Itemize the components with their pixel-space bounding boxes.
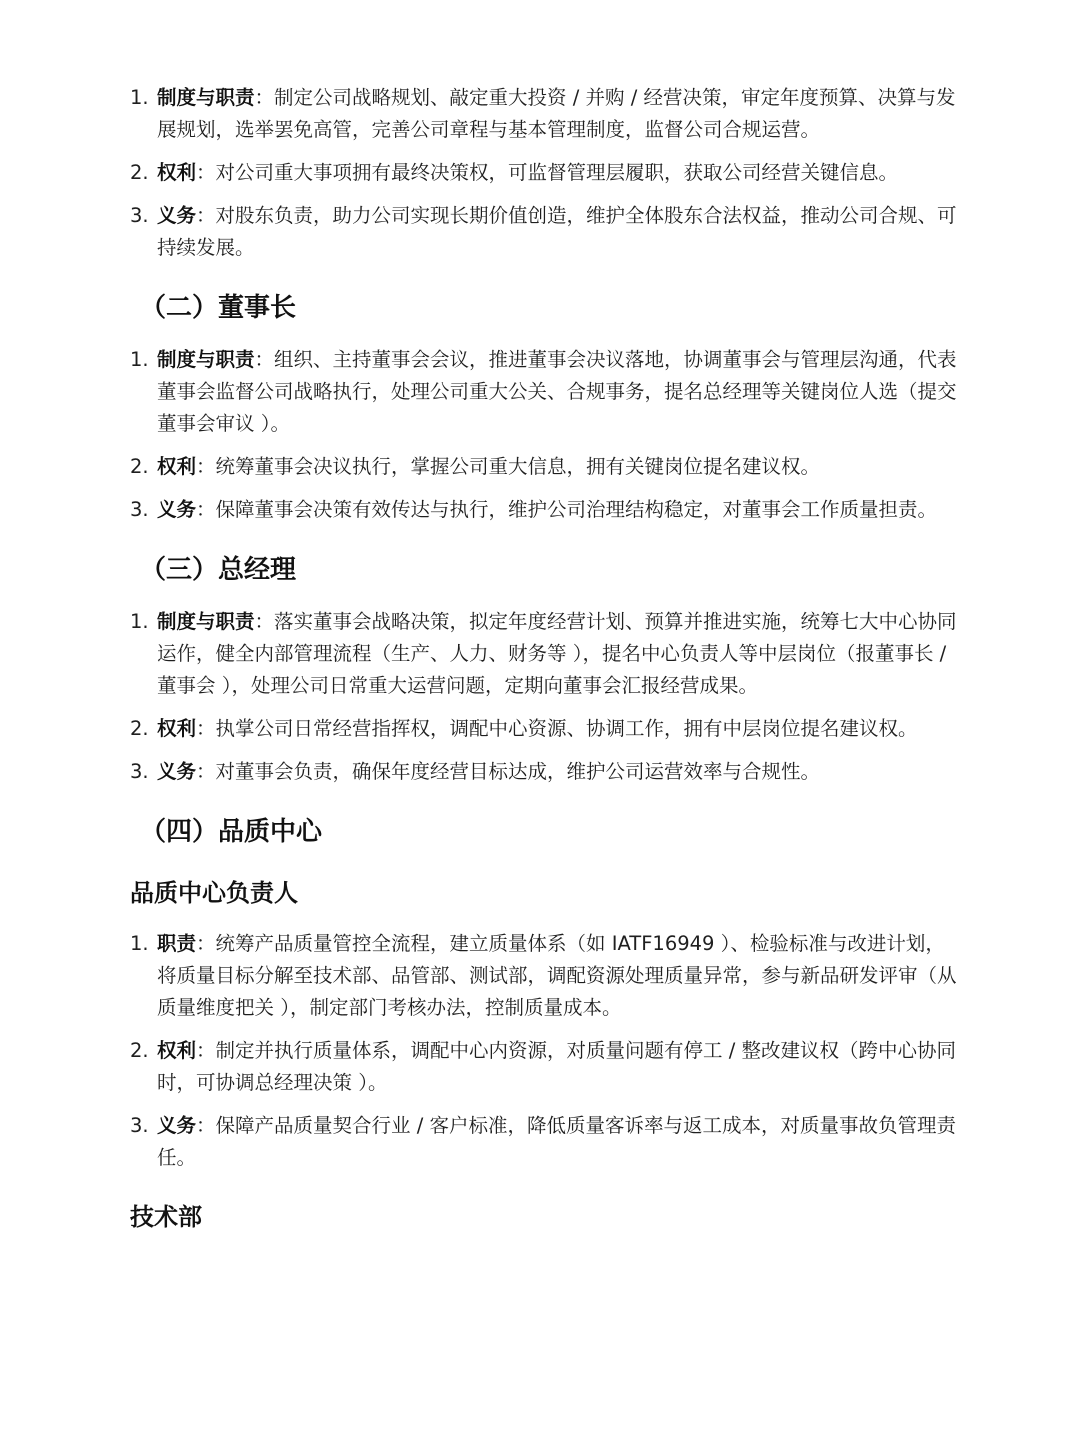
list-item-text [157, 157, 960, 189]
list-item-text [157, 606, 960, 702]
item-separator: ： [254, 610, 275, 633]
list-item [130, 82, 960, 146]
item-separator: ： [196, 498, 216, 521]
item-separator: ： [196, 717, 216, 740]
item-description: 对公司重大事项拥有最终决策权，可监督管理层履职，获取公司经营关键信息。 [215, 161, 899, 184]
item-label: 制度与职责 [157, 348, 255, 371]
list-number: 2. [130, 1039, 149, 1062]
list-number: 1. [130, 932, 149, 955]
list-number: 1. [130, 610, 149, 633]
list-item [130, 494, 960, 526]
section-heading-chairman: （二）董事长 [140, 293, 297, 323]
list-item [130, 451, 960, 483]
item-label: 制度与职责 [157, 610, 255, 633]
list-item [130, 344, 960, 440]
item-separator: ： [196, 455, 216, 478]
list-number: 3. [130, 760, 149, 783]
list-item [130, 606, 960, 702]
item-description: 落实董事会战略决策，拟定年度经营计划、预算并推进实施，统筹七大中心协同运作，健全内部管理流程（生产、人力、财务等 ），提名中心负责人等中层岗位（报董事长 / 董事会 ），处理公司日常重大运营问题，定期向董事会汇报经营成果。 [157, 610, 957, 697]
quality-lead-duty-list [130, 928, 960, 1174]
list-number: 1. [130, 86, 149, 109]
item-label: 义务 [157, 1114, 197, 1137]
chairman-duty-list [130, 344, 960, 526]
item-description: 对股东负责，助力公司实现长期价值创造，维护全体股东合法权益，推动公司合规、可持续发展。 [157, 204, 957, 259]
list-number: 3. [130, 204, 149, 227]
list-number: 2. [130, 455, 149, 478]
item-description: 统筹董事会决议执行，掌握公司重大信息，拥有关键岗位提名建议权。 [215, 455, 821, 478]
item-separator: ： [196, 1039, 216, 1062]
item-label: 义务 [157, 204, 197, 227]
item-description: 执掌公司日常经营指挥权，调配中心资源、协调工作，拥有中层岗位提名建议权。 [215, 717, 918, 740]
item-separator: ： [254, 86, 275, 109]
item-separator: ： [196, 932, 216, 955]
item-separator: ： [196, 760, 216, 783]
item-description: 对董事会负责，确保年度经营目标达成，维护公司运营效率与合规性。 [215, 760, 821, 783]
list-item-text [157, 200, 960, 264]
list-item-text [157, 713, 960, 745]
item-description: 制定并执行质量体系，调配中心内资源，对质量问题有停工 / 整改建议权（跨中心协同时，可协调总经理决策 ）。 [157, 1039, 956, 1094]
item-label: 职责 [157, 932, 197, 955]
item-description: 保障董事会决策有效传达与执行，维护公司治理结构稳定，对董事会工作质量担责。 [215, 498, 938, 521]
list-item [130, 200, 960, 264]
item-label: 权利 [157, 161, 197, 184]
subsection-heading-tech-dept: 技术部 [130, 1203, 202, 1231]
item-description: 统筹产品质量管控全流程，建立质量体系（如 IATF16949 ）、检验标准与改进计划，将质量目标分解至技术部、品管部、测试部，调配资源处理质量异常，参与新品研发评审（从质量维度把关 ），制定部门考核办法，控制质量成本。 [157, 932, 957, 1019]
item-label: 制度与职责 [157, 86, 255, 109]
item-separator: ： [196, 161, 216, 184]
list-item [130, 756, 960, 788]
list-item [130, 713, 960, 745]
item-label: 义务 [157, 498, 197, 521]
list-number: 3. [130, 1114, 149, 1137]
list-item-text [157, 1110, 960, 1174]
list-item-text [157, 82, 960, 146]
list-item [130, 928, 960, 1024]
section-heading-general-manager: （三）总经理 [140, 555, 297, 585]
list-item-text [157, 756, 960, 788]
list-number: 2. [130, 717, 149, 740]
item-description: 制定公司战略规划、敲定重大投资 / 并购 / 经营决策，审定年度预算、决算与发展规划，选举罢免高管，完善公司章程与基本管理制度，监督公司合规运营。 [157, 86, 956, 141]
item-label: 权利 [157, 1039, 197, 1062]
list-item-text [157, 451, 960, 483]
item-description: 组织、主持董事会会议，推进董事会决议落地，协调董事会与管理层沟通，代表董事会监督公司战略执行，处理公司重大公关、合规事务，提名总经理等关键岗位人选（提交董事会审议 ）。 [157, 348, 957, 435]
list-number: 3. [130, 498, 149, 521]
shareholder-duty-list [130, 82, 960, 264]
list-item [130, 1035, 960, 1099]
item-label: 权利 [157, 717, 197, 740]
item-label: 义务 [157, 760, 197, 783]
section-heading-quality-center: （四）品质中心 [140, 817, 323, 847]
item-separator: ： [196, 204, 216, 227]
list-item-text [157, 928, 960, 1024]
list-number: 2. [130, 161, 149, 184]
item-label: 权利 [157, 455, 197, 478]
list-item-text [157, 344, 960, 440]
list-item-text [157, 494, 960, 526]
list-item [130, 1110, 960, 1174]
item-separator: ： [254, 348, 275, 371]
list-item-text [157, 1035, 960, 1099]
item-description: 保障产品质量契合行业 / 客户标准，降低质量客诉率与返工成本，对质量事故负管理责任。 [157, 1114, 956, 1169]
item-separator: ： [196, 1114, 216, 1137]
subsection-heading-quality-lead: 品质中心负责人 [130, 879, 298, 907]
general-manager-duty-list [130, 606, 960, 788]
list-item [130, 157, 960, 189]
list-number: 1. [130, 348, 149, 371]
